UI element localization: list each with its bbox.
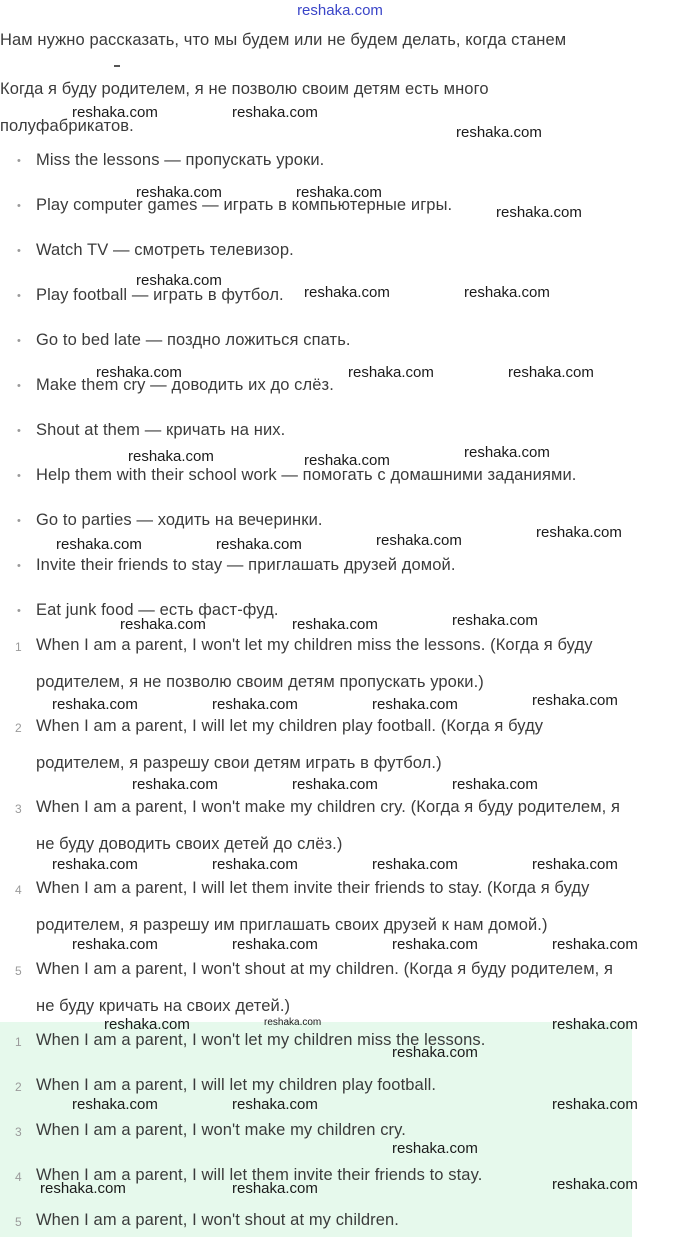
watermark: reshaka.com (452, 612, 538, 629)
watermark: reshaka.com (296, 184, 382, 201)
watermark: reshaka.com (232, 1180, 318, 1197)
watermark: reshaka.com (96, 364, 182, 381)
bullet-icon: • (17, 470, 21, 482)
answer-line: When I am a parent, I won't make my children cry. (36, 1121, 406, 1139)
watermark: reshaka.com (536, 524, 622, 541)
bullet-icon: • (17, 515, 21, 527)
item-number: 3 (15, 1125, 22, 1139)
watermark: reshaka.com (292, 776, 378, 793)
bullet-icon: • (17, 290, 21, 302)
watermark: reshaka.com (232, 104, 318, 121)
watermark: reshaka.com (216, 536, 302, 553)
bullet-icon: • (17, 155, 21, 167)
watermark: reshaka.com (232, 936, 318, 953)
watermark: reshaka.com (136, 272, 222, 289)
sentence-line: When I am a parent, I will let them invite their friends to stay. (Когда я буду (36, 879, 590, 897)
bullet-icon: • (17, 560, 21, 572)
item-number: 1 (15, 1035, 22, 1049)
watermark: reshaka.com (532, 856, 618, 873)
item-number: 5 (15, 1215, 22, 1229)
sentence-line: родителем, я разрешу им приглашать своих друзей к нам домой.) (36, 916, 548, 934)
sentence-line: родителем, я разрешу свои детям играть в футбол.) (36, 754, 442, 772)
watermark: reshaka.com (304, 452, 390, 469)
watermark: reshaka.com (552, 1016, 638, 1033)
watermark: reshaka.com (464, 284, 550, 301)
watermark: reshaka.com (292, 616, 378, 633)
sentence-line: не буду кричать на своих детей.) (36, 997, 291, 1015)
intro-line-1: Нам нужно рассказать, что мы будем или не будем делать, когда станем (0, 31, 567, 49)
answer-line: When I am a parent, I will let them invite their friends to stay. (36, 1166, 483, 1184)
watermark: reshaka.com (132, 776, 218, 793)
watermark: reshaka.com (212, 856, 298, 873)
item-number: 4 (15, 883, 22, 897)
item-number: 3 (15, 802, 22, 816)
watermark: reshaka.com (532, 692, 618, 709)
watermark: reshaka.com (348, 364, 434, 381)
item-number: 4 (15, 1170, 22, 1184)
watermark: reshaka.com (508, 364, 594, 381)
watermark: reshaka.com (136, 184, 222, 201)
sentence-line: When I am a parent, I will let my children play football. (Когда я буду (36, 717, 544, 735)
watermark: reshaka.com (452, 776, 538, 793)
watermark: reshaka.com (52, 696, 138, 713)
watermark: reshaka.com (232, 1096, 318, 1113)
bullet-icon: • (17, 605, 21, 617)
bullet-icon: • (17, 425, 21, 437)
watermark: reshaka.com (104, 1016, 190, 1033)
watermark: reshaka.com (464, 444, 550, 461)
item-number: 2 (15, 1080, 22, 1094)
bullet-icon: • (17, 335, 21, 347)
watermark: reshaka.com (552, 1176, 638, 1193)
watermark: reshaka.com (392, 1044, 478, 1061)
watermark: reshaka.com (372, 696, 458, 713)
watermark: reshaka.com (120, 616, 206, 633)
watermark: reshaka.com (304, 284, 390, 301)
watermark: reshaka.com (128, 448, 214, 465)
answer-line: When I am a parent, I will let my children play football. (36, 1076, 437, 1094)
watermark: reshaka.com (212, 696, 298, 713)
watermark: reshaka.com (392, 1140, 478, 1157)
watermark: reshaka.com (40, 1180, 126, 1197)
watermark: reshaka.com (52, 856, 138, 873)
answer-line: When I am a parent, I won't shout at my children. (36, 1211, 399, 1229)
sentence-line: When I am a parent, I won't make my children cry. (Когда я буду родителем, я (36, 798, 621, 816)
watermark: reshaka.com (552, 1096, 638, 1113)
watermark: reshaka.com (372, 856, 458, 873)
sentence-line: When I am a parent, I won't let my children miss the lessons. (Когда я буду (36, 636, 593, 654)
sentence-line: не буду доводить своих детей до слёз.) (36, 835, 343, 853)
watermark: reshaka.com (72, 104, 158, 121)
sentence-line: When I am a parent, I won't shout at my children. (Когда я буду родителем, я (36, 960, 614, 978)
watermark: reshaka.com (376, 532, 462, 549)
item-number: 2 (15, 721, 22, 735)
bullet-icon: • (17, 245, 21, 257)
watermark: reshaka.com (72, 936, 158, 953)
watermark: reshaka.com (392, 936, 478, 953)
answer-line: When I am a parent, I won't let my children miss the lessons. (36, 1031, 486, 1049)
watermark: reshaka.com (264, 1017, 322, 1028)
watermark: reshaka.com (56, 536, 142, 553)
intro-line-3: полуфабрикатов. (0, 117, 134, 135)
watermark: reshaka.com (552, 936, 638, 953)
bullet-icon: • (17, 380, 21, 392)
intro-line-2: Когда я буду родителем, я не позволю своим детям есть много (0, 80, 489, 98)
sentence-line: родителем, я не позволю своим детям пропускать уроки.) (36, 673, 484, 691)
item-number: 1 (15, 640, 22, 654)
bullet-icon: • (17, 200, 21, 212)
watermark: reshaka.com (72, 1096, 158, 1113)
watermark: reshaka.com (496, 204, 582, 221)
item-number: 5 (15, 964, 22, 978)
site-header-link[interactable]: reshaka.com (297, 2, 383, 19)
watermark: reshaka.com (456, 124, 542, 141)
cut-off-glyph (112, 62, 122, 68)
